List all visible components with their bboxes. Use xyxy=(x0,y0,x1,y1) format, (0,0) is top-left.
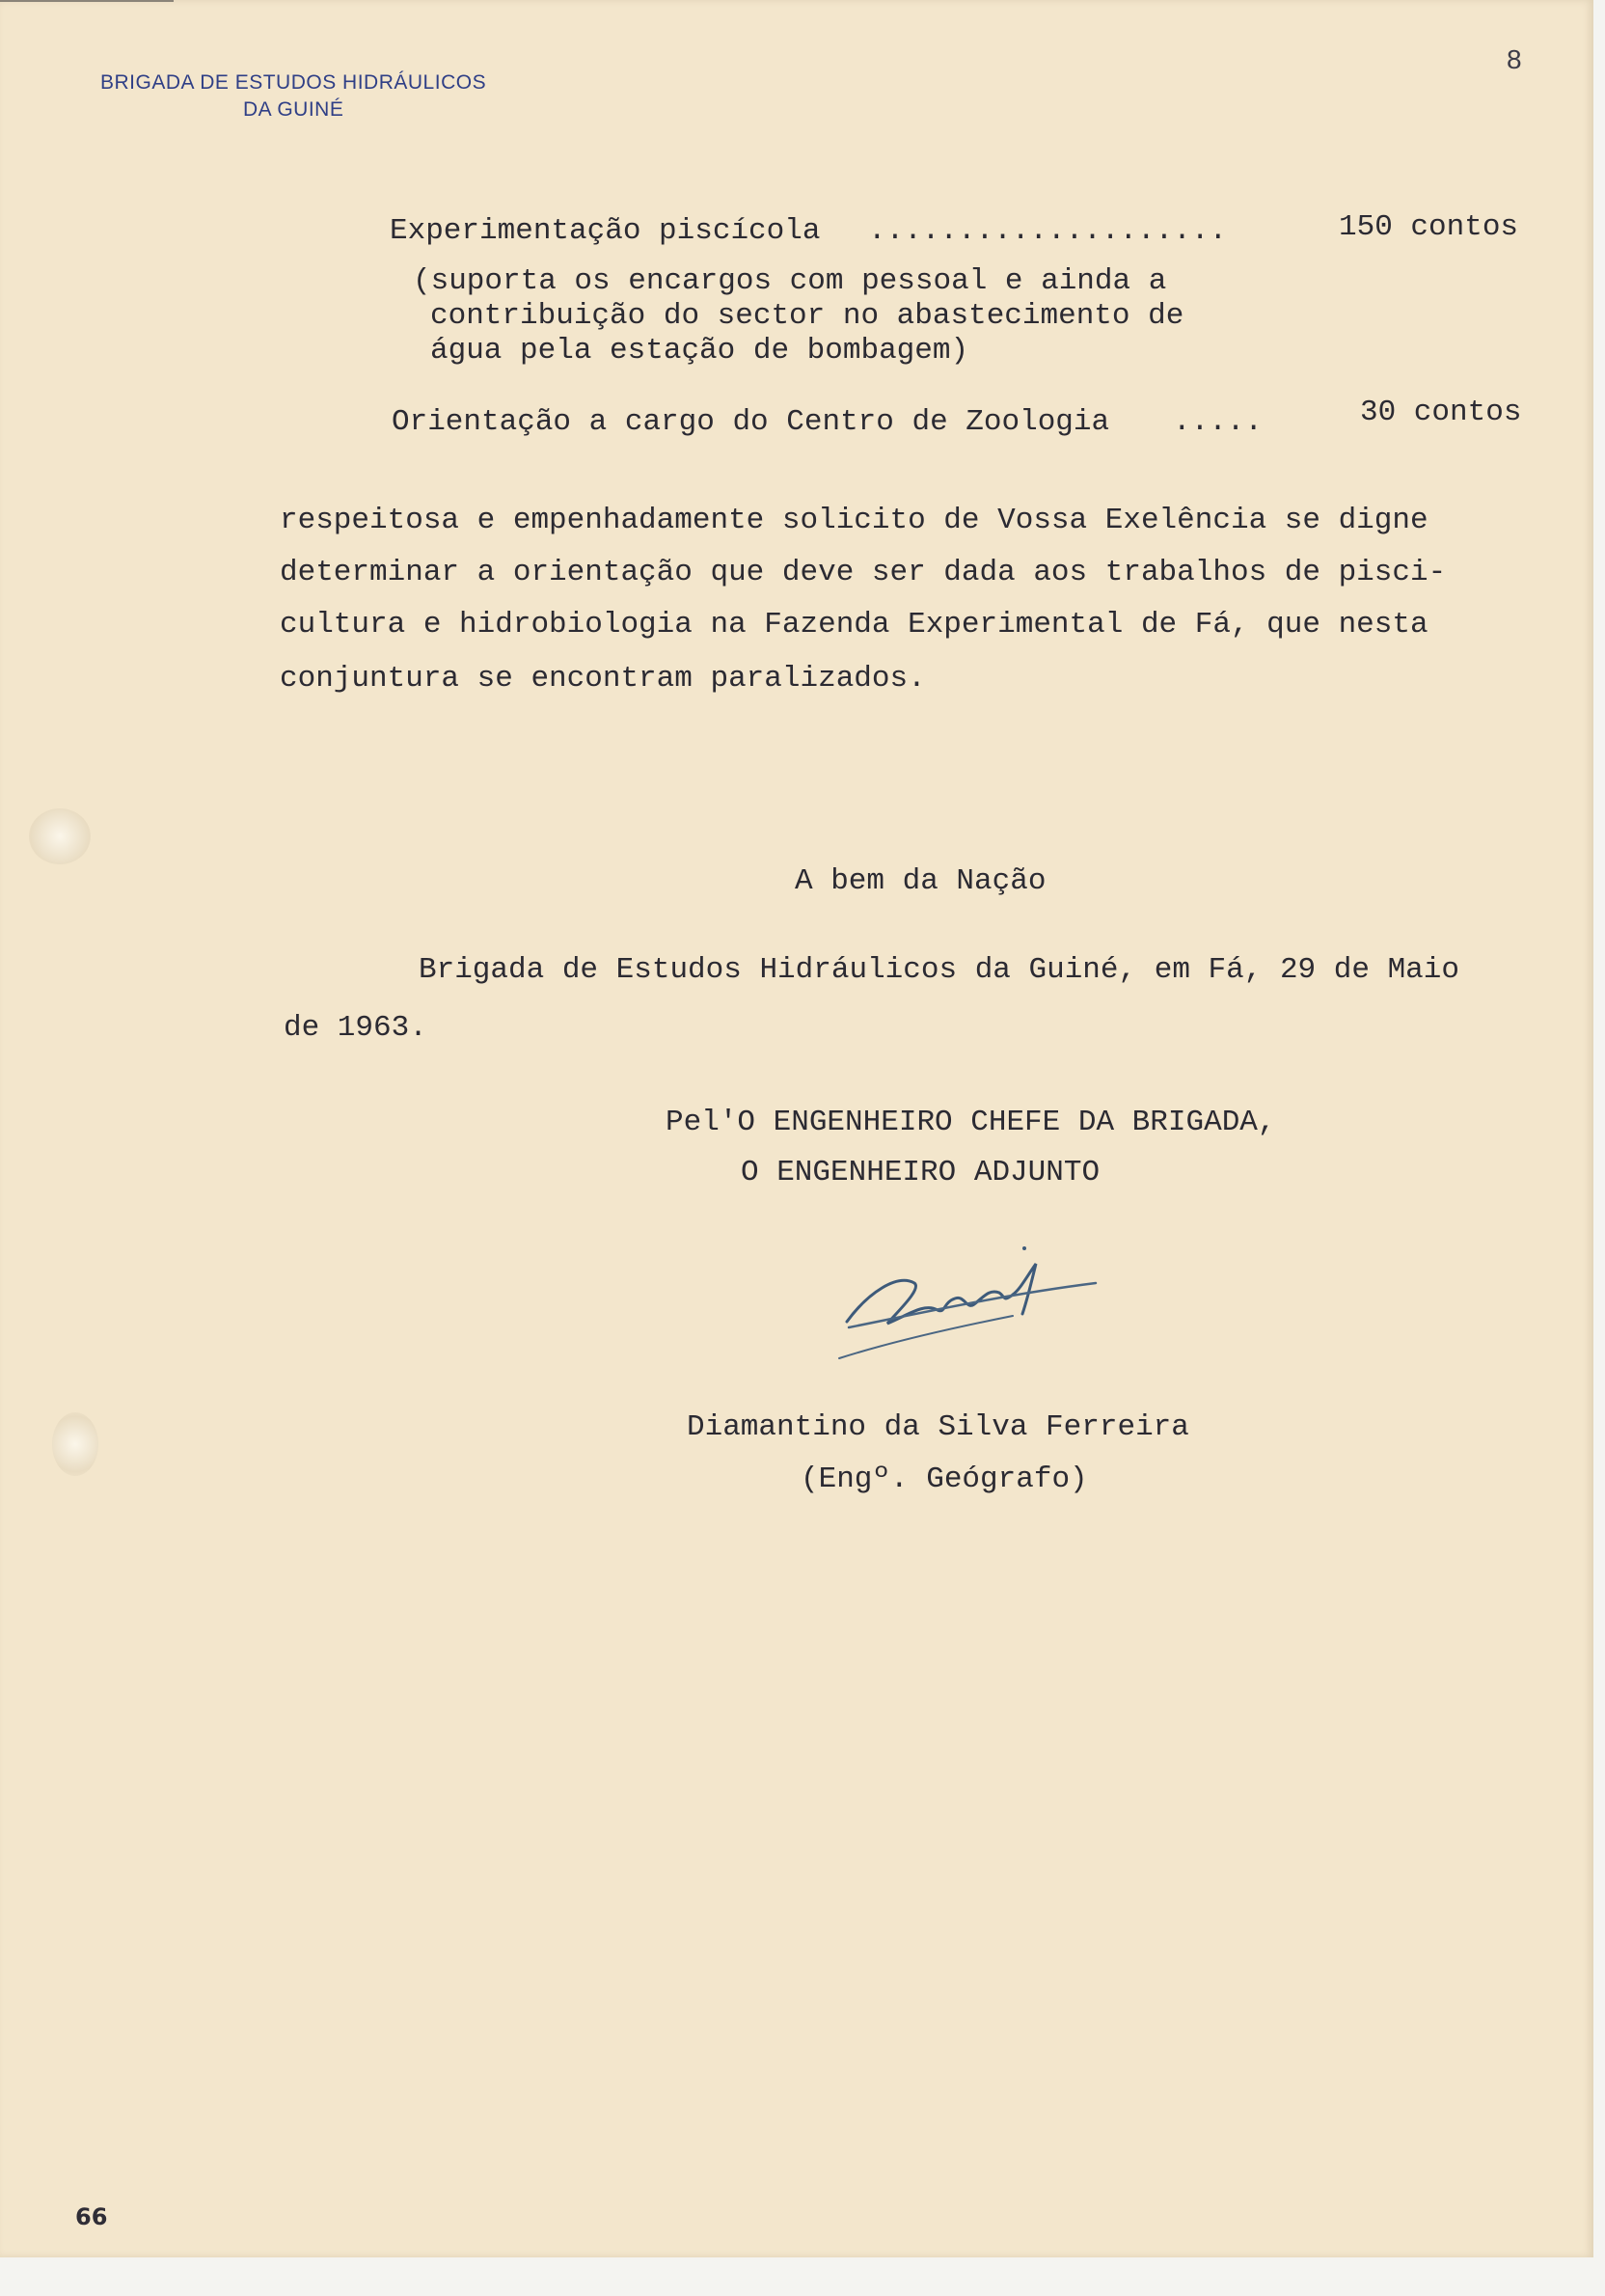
page-edge-line xyxy=(0,0,174,2)
item-note-line-3: água pela estação de bombagem) xyxy=(430,334,969,368)
item-label-1: Experimentação piscícola xyxy=(390,214,821,248)
item-note-line-1: (suporta os encargos com pessoal e ainda a xyxy=(413,264,1167,298)
place-date-line-2: de 1963. xyxy=(284,1011,427,1045)
signatory-role: (Engº. Geógrafo) xyxy=(801,1462,1088,1496)
item-leader-1: .................... xyxy=(868,214,1228,248)
item-label-2: Orientação a cargo do Centro de Zoologia xyxy=(392,405,1110,439)
body-line-1: respeitosa e empenhadamente solicito de Vossa Exelência se digne xyxy=(280,504,1428,537)
item-amount-1: 150 contos xyxy=(1339,210,1519,244)
handwritten-signature xyxy=(830,1235,1109,1370)
body-line-3: cultura e hidrobiologia na Fazenda Experimental de Fá, que nesta xyxy=(280,608,1428,642)
closing-salutation: A bem da Nação xyxy=(795,864,1047,898)
punch-hole-lower xyxy=(52,1412,98,1476)
letterhead-line-2: DA GUINÉ xyxy=(243,98,344,121)
page-number: 8 xyxy=(1507,44,1522,74)
body-line-4: conjuntura se encontram paralizados. xyxy=(280,662,926,696)
footer-mark: 66 xyxy=(75,2203,108,2230)
punch-hole-upper xyxy=(29,808,91,864)
signatory-title-2: O ENGENHEIRO ADJUNTO xyxy=(741,1156,1101,1189)
letterhead xyxy=(100,69,486,123)
item-note-line-2: contribuição do sector no abastecimento de xyxy=(430,299,1184,333)
signatory-name: Diamantino da Silva Ferreira xyxy=(687,1410,1189,1444)
body-line-2: determinar a orientação que deve ser dada aos trabalhos de pisci- xyxy=(280,556,1447,589)
place-date-line-1: Brigada de Estudos Hidráulicos da Guiné, em Fá, 29 de Maio xyxy=(419,953,1459,987)
letterhead-line-1: BRIGADA DE ESTUDOS HIDRÁULICOS xyxy=(100,71,487,94)
item-amount-2: 30 contos xyxy=(1360,396,1522,429)
signatory-title-1: Pel'O ENGENHEIRO CHEFE DA BRIGADA, xyxy=(666,1106,1276,1139)
item-leader-2: ..... xyxy=(1173,405,1264,439)
